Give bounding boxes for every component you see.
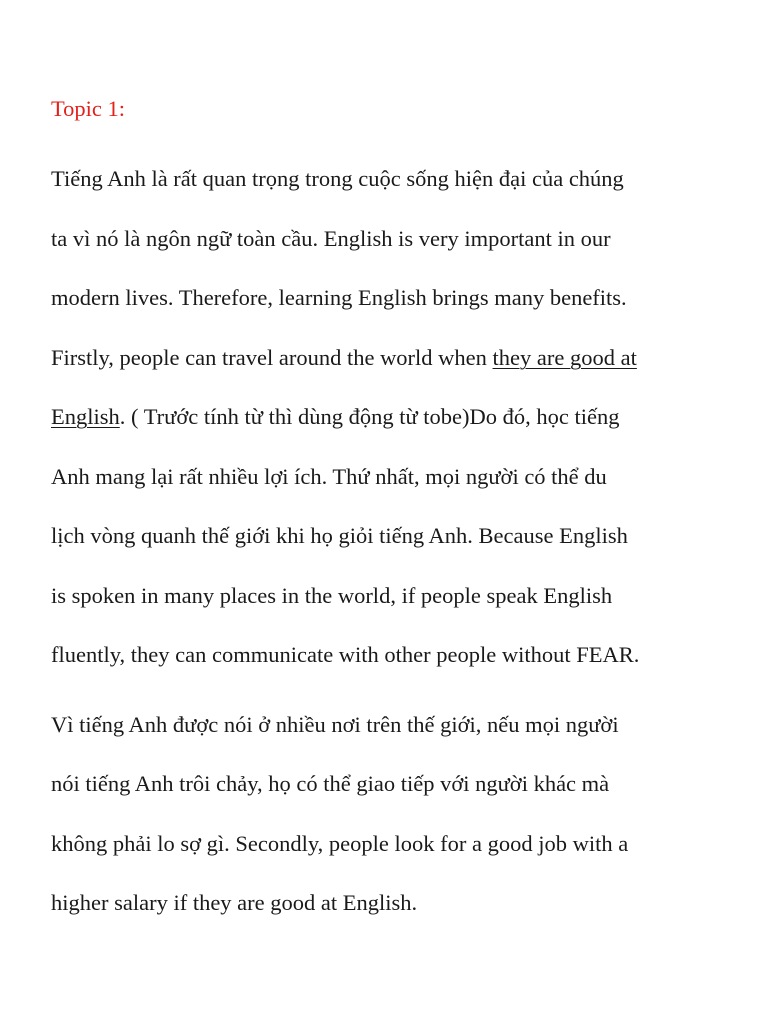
plain-text: . ( Trước tính từ thì dùng động từ tobe)Do đó, học tiếng xyxy=(119,404,620,429)
paragraph-2-line-4: higher salary if they are good at English. xyxy=(51,890,418,915)
paragraph-1-line-5 xyxy=(51,402,619,432)
paragraph-1-line-7: lịch vòng quanh thế giới khi họ giỏi tiếng Anh. Because English xyxy=(51,523,628,548)
paragraph-2-line-3: không phải lo sợ gì. Secondly, people look for a good job with a xyxy=(51,831,629,856)
paragraph-1-line-4 xyxy=(51,343,637,373)
paragraph-1-line-8: is spoken in many places in the world, if people speak English xyxy=(51,583,613,608)
paragraph-1-line-2: ta vì nó là ngôn ngữ toàn cầu. English is very important in our xyxy=(51,226,611,251)
paragraph-2-line-1: Vì tiếng Anh được nói ở nhiều nơi trên thế giới, nếu mọi người xyxy=(51,712,619,737)
paragraph-1-line-6: Anh mang lại rất nhiều lợi ích. Thứ nhất, mọi người có thể du xyxy=(51,464,607,489)
paragraph-1-line-1: Tiếng Anh là rất quan trọng trong cuộc sống hiện đại của chúng xyxy=(51,166,624,191)
underlined-text: they are good at xyxy=(492,345,637,370)
paragraph-1-line-9: fluently, they can communicate with other people without FEAR. xyxy=(51,642,640,667)
topic-heading: Topic 1: xyxy=(51,96,126,121)
underlined-text: English xyxy=(51,404,120,429)
paragraph-2-line-2: nói tiếng Anh trôi chảy, họ có thể giao tiếp với người khác mà xyxy=(51,771,610,796)
paragraph-1-line-3: modern lives. Therefore, learning English brings many benefits. xyxy=(51,285,627,310)
plain-text: Firstly, people can travel around the world when xyxy=(51,345,493,370)
